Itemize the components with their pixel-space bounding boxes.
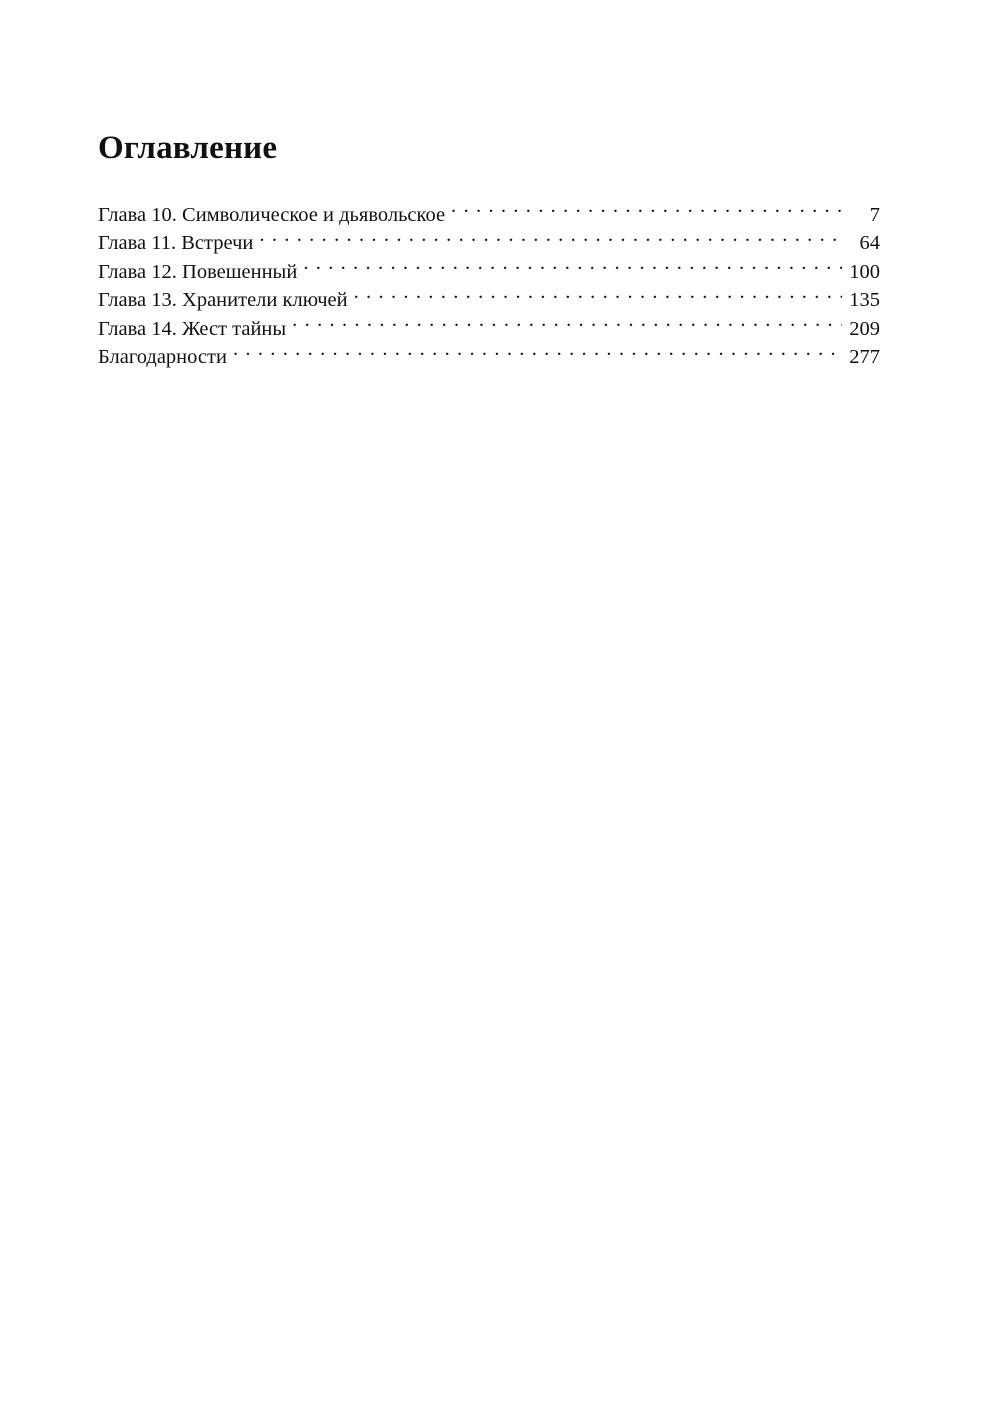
toc-entry-page-number: 100 [849, 260, 880, 283]
toc-entry-label: Глава 11. Встречи [98, 232, 254, 254]
toc-list [98, 192, 880, 368]
toc-entry-page-number: 7 [869, 203, 880, 226]
toc-entry-label: Глава 14. Жест тайны [98, 317, 287, 340]
toc-entry-label: Благодарности [98, 346, 227, 368]
dot-leader [292, 306, 842, 335]
dot-leader [451, 192, 842, 221]
toc-entry-label: Глава 13. Хранители ключей [98, 289, 348, 311]
toc-entry-page-number: 64 [859, 232, 880, 254]
toc-entry-page-number: 277 [849, 346, 880, 368]
toc-entry-chapter-10[interactable] [98, 192, 880, 226]
dot-leader [354, 278, 842, 307]
dot-leader [259, 221, 842, 250]
dot-leader [233, 335, 842, 364]
toc-entry-page-number: 135 [849, 289, 880, 311]
dot-leader [303, 249, 842, 278]
page-title: Оглавление [98, 130, 278, 166]
toc-page [98, 128, 880, 368]
toc-entry-label: Глава 10. Символическое и дьявольское [98, 203, 446, 226]
toc-entry-label: Глава 12. Повешенный [98, 260, 298, 283]
toc-entry-page-number: 209 [849, 317, 880, 340]
